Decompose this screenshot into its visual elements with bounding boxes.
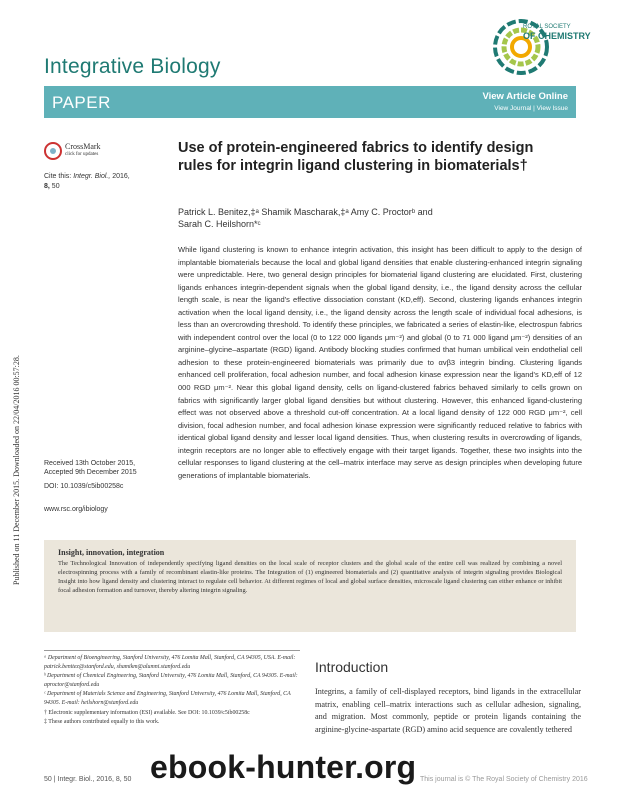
- article-title: Use of protein-engineered fabrics to identify design rules for integrin ligand clustering in biomaterials†: [178, 140, 534, 174]
- view-article-online-link[interactable]: View Article Online: [482, 91, 568, 102]
- footnote-divider: [44, 650, 300, 651]
- rsc-logo-text: ROYAL SOCIETY OF CHEMISTRY: [523, 24, 591, 41]
- received-dates: Received 13th October 2015, Accepted 9th December 2015: [44, 460, 137, 476]
- journal-issue-links[interactable]: View Journal | View Issue: [494, 105, 568, 112]
- journal-title[interactable]: Integrative Biology: [44, 55, 221, 78]
- journal-url[interactable]: www.rsc.org/ibiology: [44, 506, 108, 513]
- doi[interactable]: DOI: 10.1039/c5ib00258c: [44, 483, 124, 490]
- section-heading-introduction: Introduction: [315, 659, 389, 675]
- crossmark-badge[interactable]: CrossMark click for updates: [44, 140, 116, 162]
- copyright-footer: This journal is © The Royal Society of Chemistry 2016: [420, 776, 588, 783]
- introduction-text: Integrins, a family of cell-displayed receptors, bind ligands in the extracellular matrix, enabling cell–matrix interactions such as cellular adhesion, signaling, and migration. Most commonly, peptide or protein ligands containing the arginine-glycine-aspartate (RGD) amino acid sequence are covalently tethered: [315, 687, 581, 734]
- watermark: ebook-hunter.org: [150, 749, 417, 785]
- abstract: While ligand clustering is known to enhance integrin activation, this insight has been difficult to apply to the design of implantable biomaterials because the local and global ligand densities that enable clustering-enhanced integrin signaling were unpredictable. Here, two general design principles for biomaterial ligand clustering are elucidated. First, clustering ligands enhances integrin-dependent signals when the global ligand density, i.e., the ligand density across the cellular length scale, is near the ligand's effective dissociation constant (KD,eff). Second, clustering ligands enhances integrin activation when the local ligand density, i.e., the ligand density across the length scale of individual focal adhesions, is less than an overcrowding threshold. To identify these principles, we fabricated a series of elastin-like, electrospun fabrics with independent control over the local (0 to 122 000 ligands μm⁻²) and global (0 to 71 000 ligand μm⁻²) densities of an arginine–glycine–aspartate (RGD) ligand. Antibody blocking studies confirmed that human umbilical vein endothelial cell adhesion to these protein-engineered biomaterials was primarily due to αvβ3 integrin binding. Clustering ligands enhanced cell proliferation, focal adhesion number, and focal adhesion kinase expression near the ligand's KD,eff of 12 000 RGD μm⁻². Near this global ligand density, cells on ligand-clustered fabrics behaved similarly to cells grown on fabrics with significantly larger global ligand densities but without clustering. However, this enhanced ligand-clustering effect was not observed above a threshold cut-off concentration. At a local ligand density of 122 000 RGD μm⁻², cell division, focal adhesion number, and focal adhesion kinase expression were significantly reduced relative to fabrics with identical global ligand density and lesser local ligand densities. Thus, when clustering results in overcrowding of ligands, integrin receptors are no longer able to effectively engage with their target ligands. Together, these two insights into the cellular responses to ligand clustering at the cell–matrix interface may serve as design principles when developing future generations of implantable biomaterials.: [178, 245, 582, 480]
- citation: Cite this: Integr. Biol., 2016, 8, 50: [44, 173, 130, 190]
- crossmark-icon: [44, 142, 62, 160]
- article-type-banner: [44, 86, 576, 118]
- insight-heading: Insight, innovation, integration: [58, 548, 165, 557]
- insight-box: [44, 540, 576, 632]
- author-list: Patrick L. Benitez,‡ᵃ Shamik Mascharak,‡ᵃ Amy C. Proctorᵇ and Sarah C. Heilshorn*ᶜ: [178, 207, 433, 229]
- page-footer: 50 | Integr. Biol., 2016, 8, 50: [44, 776, 132, 783]
- article-type: PAPER: [52, 93, 111, 112]
- affiliations: ᵃ Department of Bioengineering, Stanford University, 476 Lomita Mall, Stanford, CA 94305, USA. E-mail: patrick.benitez@stanford.edu, shamikm@alumni.stanford.edu ᵇ Department of Chemical Engineering, Stanford University, 476 Lomita Mall, Stanford, CA 94305. E-mail: aproctor@stanford.edu ᶜ Department of Materials Science and Engineering, Stanford University, 476 Lomita Mall, Stanford, CA 94305. E-mail: heilshorn@stanford.edu † Electronic supplementary information (ESI) available. See DOI: 10.1039/c5ib00258c ‡ These authors contributed equally to this work.: [44, 655, 298, 726]
- insight-text: The Technological Innovation of independently specifying ligand densities on the local scale of receptor clusters and the global scale of the entire cell was realized by combining a novel electrospinning process with a family of recombinant elastin-like proteins. The Integration of (1) engineered biomaterials and (2) quantitative analysis of integrin signaling provides Biological Insight into how ligand density and clustering interact to regulate cell behavior. At different regimes of local and global surface densities, microscale ligand clustering can either enhance or inhibit focal adhesion formation and turnover, thereby altering integrin signaling.: [58, 560, 562, 595]
- download-note: Published on 11 December 2015. Downloaded on 22/04/2016 00:57:28.: [12, 355, 21, 585]
